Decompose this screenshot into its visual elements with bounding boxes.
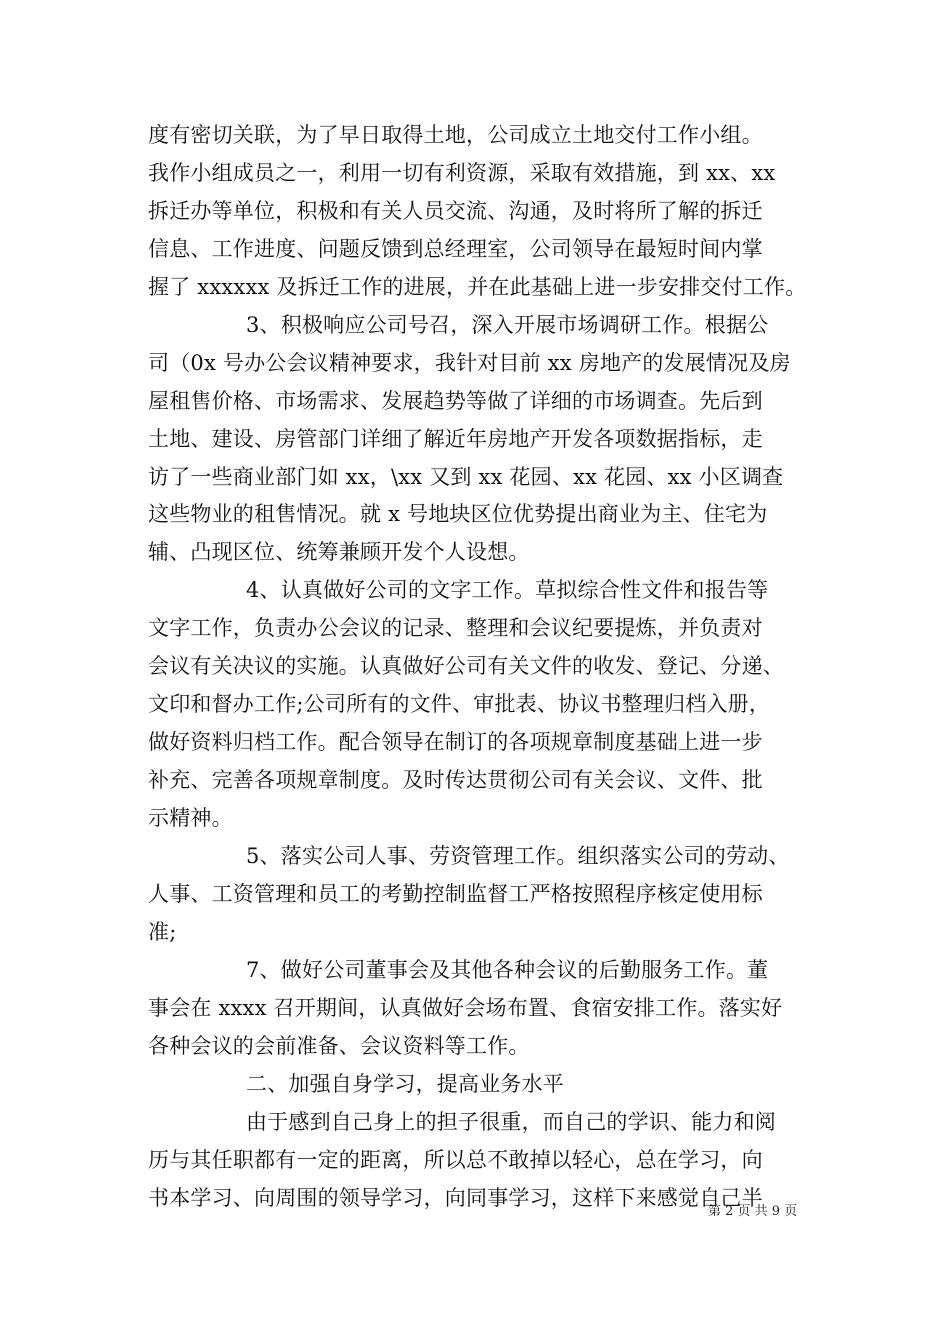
text-line: 由于感到自己身上的担子很重，而自己的学识、能力和阅	[246, 1110, 776, 1134]
text-line: 各种会议的会前准备、会议资料等工作。	[148, 1034, 530, 1058]
text-line: 土地、建设、房管部门详细了解近年房地产开发各项数据指标，走	[148, 427, 763, 451]
text-line: 访了一些商业部门如 xx，\xx 又到 xx 花园、xx 花园、xx 小区调查	[148, 465, 784, 489]
text-line: 5、落实公司人事、劳资管理工作。组织落实公司的劳动、	[246, 844, 790, 868]
text-line: 书本学习、向周围的领导学习，向同事学习，这样下来感觉自己半	[148, 1186, 763, 1210]
text-line: 握了 xxxxxx 及拆迁工作的进展，并在此基础上进一步安排交付工作。	[148, 275, 807, 299]
text-line: 示精神。	[148, 806, 233, 830]
text-line: 度有密切关联，为了早日取得土地，公司成立土地交付工作小组。	[148, 123, 763, 147]
text-line: 屋租售价格、市场需求、发展趋势等做了详细的市场调查。先后到	[148, 389, 763, 413]
text-line: 司（0x 号办公会议精神要求，我针对目前 xx 房地产的发展情况及房	[148, 351, 791, 375]
text-line: 文印和督办工作;公司所有的文件、审批表、协议书整理归档入册，	[148, 692, 771, 716]
section-heading: 二、加强自身学习，提高业务水平	[246, 1072, 564, 1096]
text-line: 这些物业的租售情况。就 x 号地块区位优势提出商业为主、住宅为	[148, 502, 768, 526]
text-line: 拆迁办等单位，积极和有关人员交流、沟通，及时将所了解的拆迁	[148, 199, 763, 223]
text-line: 信息、工作进度、问题反馈到总经理室，公司领导在最短时间内掌	[148, 237, 763, 261]
text-line: 我作小组成员之一，利用一切有利资源，采取有效措施，到 xx、xx	[148, 161, 776, 185]
text-line: 7、做好公司董事会及其他各种会议的后勤服务工作。董	[246, 958, 769, 982]
text-line: 会议有关决议的实施。认真做好公司有关文件的收发、登记、分递、	[148, 654, 784, 678]
text-line: 人事、工资管理和员工的考勤控制监督工严格按照程序核定使用标	[148, 882, 763, 906]
text-line: 准;	[148, 920, 177, 944]
text-line: 辅、凸现区位、统筹兼顾开发个人设想。	[148, 540, 530, 564]
text-line: 3、积极响应公司号召，深入开展市场调研工作。根据公	[246, 313, 769, 337]
text-line: 补充、完善各项规章制度。及时传达贯彻公司有关会议、文件、批	[148, 768, 763, 792]
text-line: 做好资料归档工作。配合领导在制订的各项规章制度基础上进一步	[148, 730, 763, 754]
page-footer: 第 2 页 共 9 页	[708, 1204, 798, 1219]
text-line: 事会在 xxxx 召开期间，认真做好会场布置、食宿安排工作。落实好	[148, 996, 783, 1020]
text-line: 文字工作，负责办公会议的记录、整理和会议纪要提炼，并负责对	[148, 616, 763, 640]
text-line: 4、认真做好公司的文字工作。草拟综合性文件和报告等	[246, 578, 769, 602]
text-line: 历与其任职都有一定的距离，所以总不敢掉以轻心，总在学习，向	[148, 1148, 763, 1172]
